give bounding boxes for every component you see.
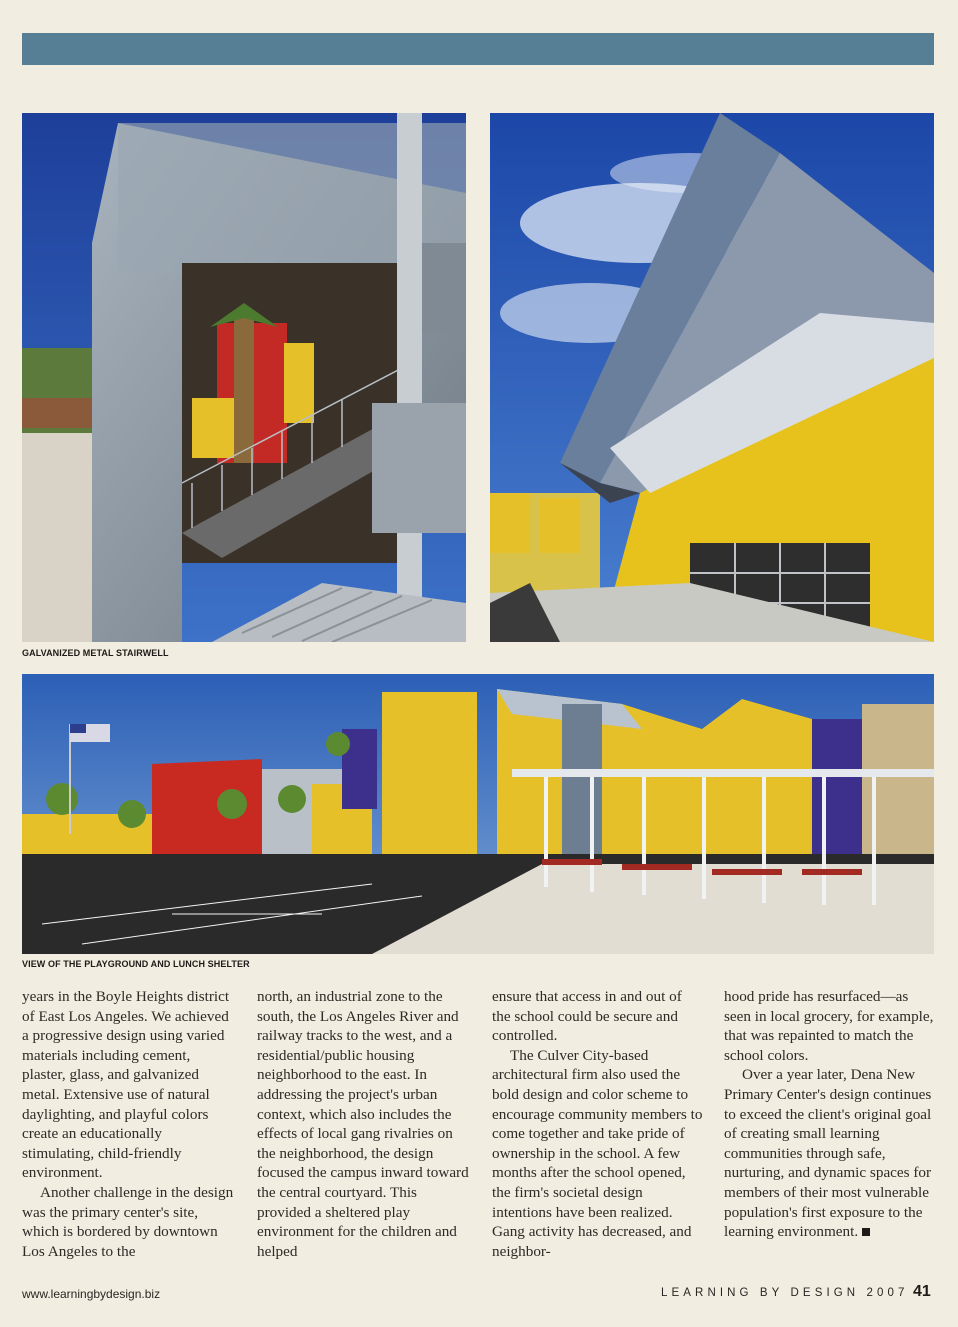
article-paragraph: years in the Boyle Heights district of East Los Angeles. We achieved a progressive design using varied materials including cement, plaster, glass, and galvanized metal. Extensive use of natural daylighting, and playful colors create an educationally stimulating, child-friendly environment. [22, 988, 230, 1182]
stairwell-photo [22, 113, 466, 642]
article-paragraph: north, an industrial zone to the south, the Los Angeles River and railway tracks to the west, and a residential/public housing neighborhood to the east. In addressing the project's urban context, which also includes the effects of local gang rivalries on the neighborhood, the design focused the campus inward toward the central courtyard. This provided a sheltered play environment for the children and helped [257, 988, 469, 1260]
article-column-3 [492, 987, 704, 1261]
article-paragraph: ensure that access in and out of the school could be secure and controlled. [492, 988, 682, 1045]
photo-yellow-facade-image [490, 113, 934, 642]
article-column-2 [257, 987, 469, 1261]
playground-caption: VIEW OF THE PLAYGROUND AND LUNCH SHELTER [22, 959, 250, 969]
photo-stairwell-image [22, 113, 466, 642]
footer-magazine-title: LEARNING BY DESIGN 2007 [661, 1287, 909, 1299]
article-paragraph: hood pride has resurfaced—as seen in local grocery, for example, that was repainted to match the school colors. [724, 988, 934, 1064]
photo-playground-image [22, 674, 934, 954]
end-mark-icon [862, 1228, 870, 1236]
facade-photo [490, 113, 934, 642]
stairwell-caption: GALVANIZED METAL STAIRWELL [22, 648, 169, 658]
article-column-1 [22, 987, 234, 1261]
article-paragraph [724, 1065, 936, 1241]
article-paragraph: The Culver City-based architectural firm also used the bold design and color scheme to encourage community members to come together and take pride of ownership in the school. A few months after the school opened, the firm's societal design intentions have been realized. Gang activity has decreased, and neighbor- [492, 1046, 703, 1260]
header-color-bar [22, 33, 934, 65]
article-final-text: Over a year later, Dena New Primary Center's design continues to exceed the client's original goal of creating small learning communities through safe, nurturing, and dynamic spaces for members of their most vulnerable population's first exposure to the learning environment. [724, 1066, 932, 1241]
article-paragraph: Another challenge in the design was the primary center's site, which is bordered by downtown Los Angeles to the [22, 1183, 234, 1260]
article-column-4 [724, 987, 936, 1242]
footer-page-number: 41 [913, 1283, 931, 1300]
footer-website-link[interactable]: www.learningbydesign.biz [22, 1287, 161, 1301]
playground-photo [22, 674, 934, 954]
